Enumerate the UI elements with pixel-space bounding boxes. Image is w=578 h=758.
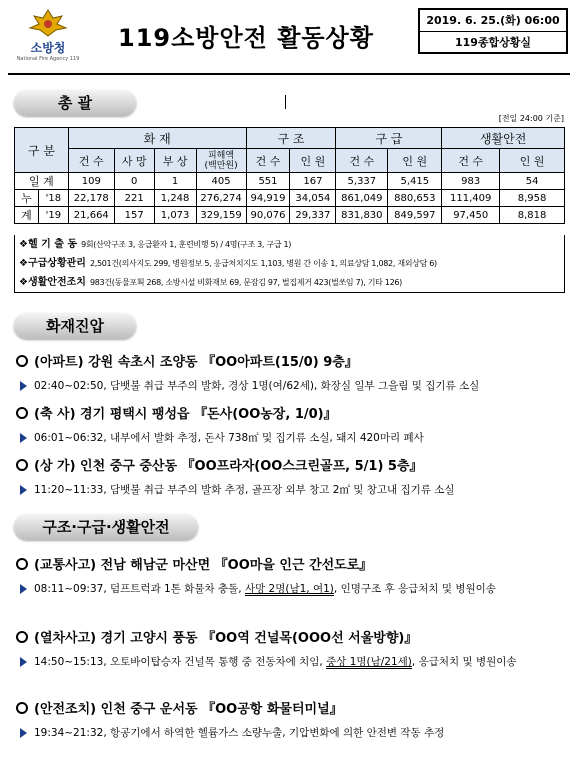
- subhead: 건 수: [336, 149, 388, 173]
- text-cursor: [285, 95, 286, 109]
- cell: 167: [290, 173, 336, 190]
- rescue-incident: [16, 698, 566, 743]
- subhead: 건 수: [442, 149, 500, 173]
- note-label: ❖헬 기 출 동: [19, 239, 78, 250]
- group-fire: 화 재: [68, 128, 246, 149]
- cell: 157: [114, 207, 154, 224]
- group-safety: 생활안전: [442, 128, 565, 149]
- subhead: 건 수: [68, 149, 114, 173]
- fire-incident: [16, 455, 566, 500]
- fire-incident: [16, 351, 566, 396]
- cell: 111,409: [442, 190, 500, 207]
- report-office: 119종합상황실: [420, 31, 566, 52]
- incident-detail: 14:50~15:13, 오토바이탑승자 건널목 통행 중 전동차에 치임,: [34, 656, 327, 668]
- cell: 983: [442, 173, 500, 190]
- group-ems: 구 급: [336, 128, 442, 149]
- casualty-count: 중상 1명(남/21세): [326, 656, 412, 668]
- date-box: [418, 8, 568, 54]
- note-safety-actions: [15, 273, 564, 292]
- triangle-bullet-icon: [20, 657, 27, 667]
- incident-detail: 02:40~02:50, 담뱃불 취급 부주의 발화, 경상 1명(여/62세), 화장실 일부 그을림 및 집기류 소실: [34, 380, 480, 392]
- as-of-note: [전일 24:00 기준]: [498, 114, 564, 123]
- cell: 22,178: [68, 190, 114, 207]
- report-date: 2019. 6. 25.(화) 06:00: [426, 14, 560, 27]
- circle-bullet-icon: [16, 355, 28, 367]
- cell: 90,076: [246, 207, 290, 224]
- note-helicopter: [15, 235, 564, 254]
- cell: 1,248: [154, 190, 196, 207]
- rescue-heading: 구조·구급·생활안전: [14, 514, 198, 540]
- incident-title: (상 가) 인천 중구 중산동 『OO프라자(OO스크린골프, 5/1) 5층』: [34, 459, 423, 474]
- cell: 0: [114, 173, 154, 190]
- rescue-incident: [16, 554, 566, 599]
- cell: 29,337: [290, 207, 336, 224]
- fire-heading: 화재진압: [14, 313, 136, 339]
- circle-bullet-icon: [16, 407, 28, 419]
- table-row: [15, 190, 565, 207]
- circle-bullet-icon: [16, 459, 28, 471]
- table-row: [15, 207, 565, 224]
- cell: 34,054: [290, 190, 336, 207]
- cell: 861,049: [336, 190, 388, 207]
- note-detail: 983건(동물포획 268, 소방시설 비화재보 69, 문잠김 97, 벌집제거 423(벌쏘임 7), 기타 126): [89, 278, 402, 287]
- incident-detail: 19:34~21:32, 항공기에서 하역한 헬륨가스 소량누출, 기압변화에 의한 안전변 작동 추정: [34, 727, 445, 739]
- rescue-incident: [16, 627, 566, 672]
- cell: 109: [68, 173, 114, 190]
- triangle-bullet-icon: [20, 485, 27, 495]
- cell: 831,830: [336, 207, 388, 224]
- cell: 5,415: [388, 173, 442, 190]
- circle-bullet-icon: [16, 631, 28, 643]
- cell: 94,919: [246, 190, 290, 207]
- note-label: ❖구급상황관리: [19, 258, 86, 269]
- subhead: 부 상: [154, 149, 196, 173]
- note-detail: 2,501건(의사지도 299, 병원정보 5, 응급처치지도 1,103, 병원 간 이송 1, 의료상담 1,082, 재외상담 6): [89, 259, 437, 268]
- triangle-bullet-icon: [20, 728, 27, 738]
- triangle-bullet-icon: [20, 584, 27, 594]
- agency-logo: [16, 8, 80, 64]
- note-label: ❖생활안전조치: [19, 277, 86, 288]
- summary-heading: 총 괄: [14, 90, 136, 116]
- incident-title: (안전조치) 인천 중구 운서동 『OO공항 화물터미널』: [34, 702, 343, 717]
- cell: 329,159: [196, 207, 246, 224]
- row-label: 일 계: [15, 173, 69, 190]
- summary-notes: [14, 235, 565, 293]
- cell: 1: [154, 173, 196, 190]
- incident-title: (아파트) 강원 속초시 조양동 『OO아파트(15/0) 9층』: [34, 355, 358, 370]
- incident-detail: 08:11~09:37, 덤프트럭과 1톤 화물차 충돌,: [34, 583, 245, 595]
- col-division: 구 분: [15, 128, 69, 173]
- table-row: [15, 173, 565, 190]
- cell: 1,073: [154, 207, 196, 224]
- subhead: 인 원: [388, 149, 442, 173]
- incident-title: (교통사고) 전남 해남군 마산면 『OO마을 인근 간선도로』: [34, 558, 373, 573]
- subhead: 피해액 (백만원): [196, 149, 246, 173]
- cell: 551: [246, 173, 290, 190]
- cell: 880,653: [388, 190, 442, 207]
- page-title: 119소방안전 활동상황: [118, 24, 374, 52]
- fire-incident: [16, 403, 566, 448]
- incident-detail: 06:01~06:32, 내부에서 발화 추정, 돈사 738㎡ 및 집기류 소실, 돼지 420마리 폐사: [34, 432, 424, 444]
- cell: 8,818: [500, 207, 565, 224]
- subhead: 건 수: [246, 149, 290, 173]
- incident-detail-tail: , 응급처치 및 병원이송: [411, 656, 517, 668]
- triangle-bullet-icon: [20, 381, 27, 391]
- cell: 5,337: [336, 173, 388, 190]
- circle-bullet-icon: [16, 558, 28, 570]
- triangle-bullet-icon: [20, 433, 27, 443]
- subhead: 사 망: [114, 149, 154, 173]
- note-detail: 9회(산악구조 3, 응급환자 1, 훈련비행 5) / 4명(구조 3, 구급 1): [81, 240, 292, 249]
- incident-detail: 11:20~11:33, 담뱃불 취급 부주의 발화 추정, 골프장 외부 창고 2㎡ 및 창고내 집기류 소실: [34, 484, 455, 496]
- subhead: 인 원: [500, 149, 565, 173]
- note-ems-management: [15, 254, 564, 273]
- logo-sub-name: National Fire Agency 119: [16, 56, 80, 62]
- cell: 54: [500, 173, 565, 190]
- cell: 849,597: [388, 207, 442, 224]
- row-label: '18: [38, 190, 68, 207]
- row-prefix: 누: [15, 190, 39, 207]
- row-label: '19: [38, 207, 68, 224]
- cell: 221: [114, 190, 154, 207]
- incident-title: (축 사) 경기 평택시 팽성읍 『돈사(OO농장, 1/0)』: [34, 407, 337, 422]
- casualty-count: 사망 2명(남1, 여1): [244, 583, 334, 595]
- emblem-icon: [26, 8, 70, 38]
- cell: 276,274: [196, 190, 246, 207]
- cell: 405: [196, 173, 246, 190]
- cell: 21,664: [68, 207, 114, 224]
- subhead: 인 원: [290, 149, 336, 173]
- group-rescue: 구 조: [246, 128, 336, 149]
- cell: 8,958: [500, 190, 565, 207]
- incident-detail-tail: , 인명구조 후 응급처치 및 병원이송: [333, 583, 496, 595]
- incident-title: (열차사고) 경기 고양시 풍동 『OO역 건널목(OOO선 서울방향)』: [34, 631, 418, 646]
- report-header: [0, 0, 578, 70]
- header-divider: [8, 73, 570, 75]
- row-prefix: 계: [15, 207, 39, 224]
- summary-table: [14, 127, 565, 224]
- cell: 97,450: [442, 207, 500, 224]
- logo-org-name: 소방청: [30, 41, 66, 55]
- circle-bullet-icon: [16, 702, 28, 714]
